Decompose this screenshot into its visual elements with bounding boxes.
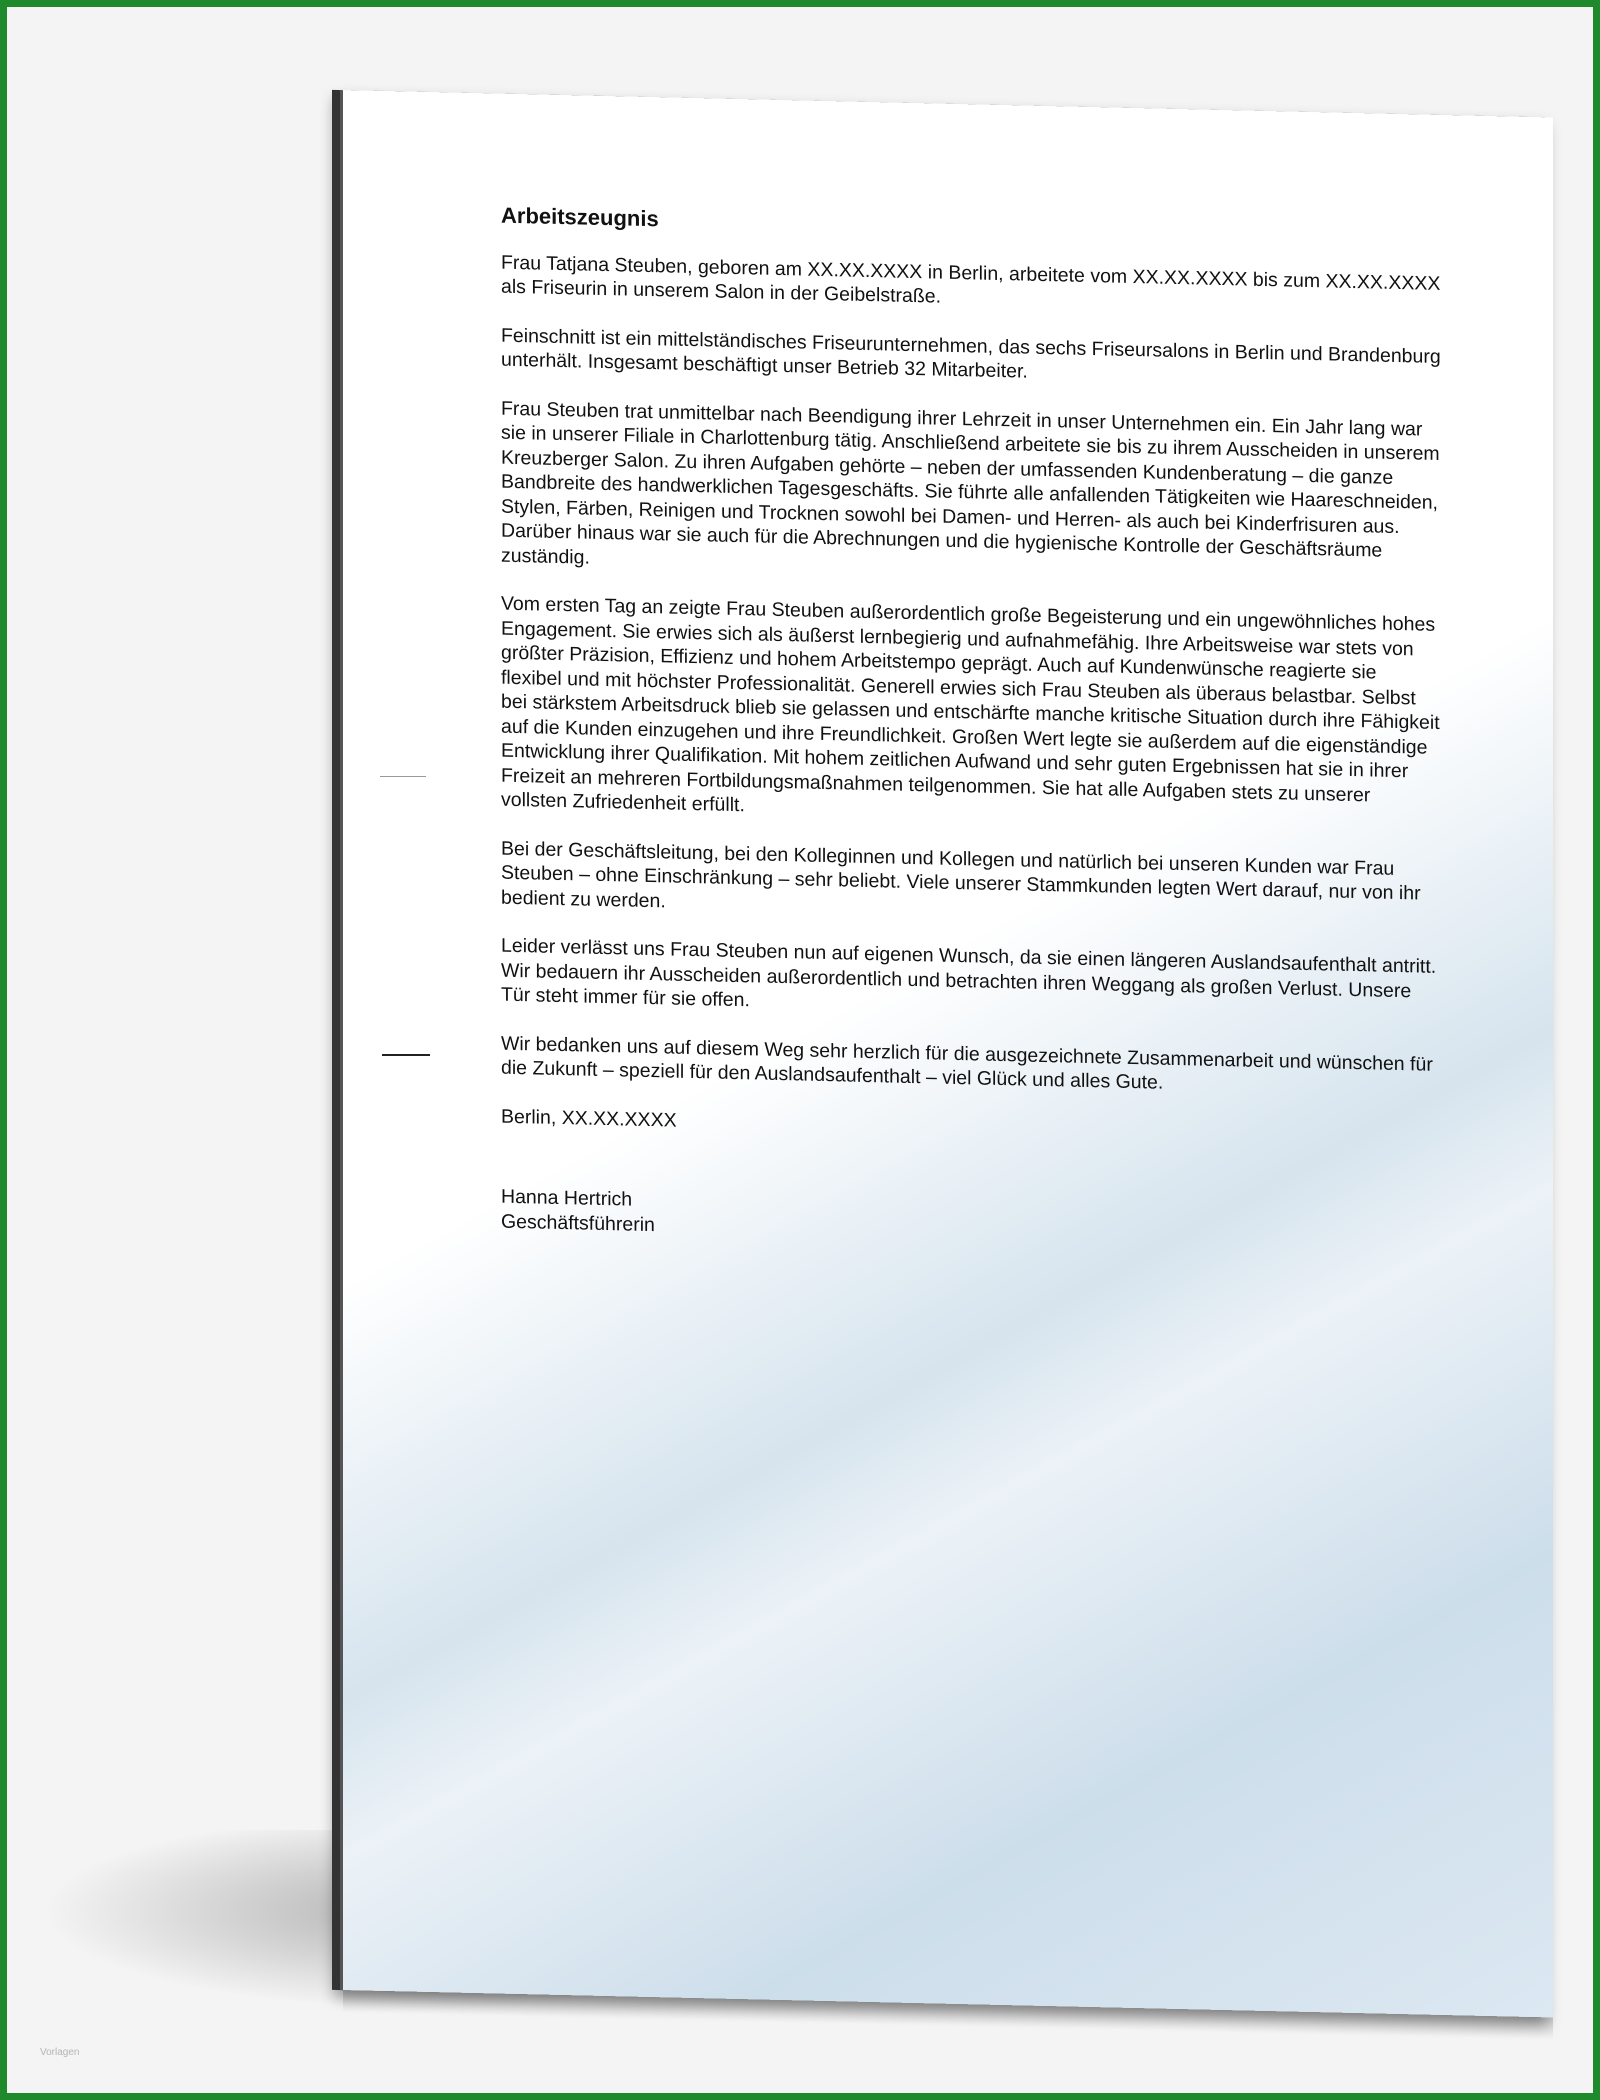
paragraph-conduct: Bei der Geschäftsleitung, bei den Kolleginnen und Kollegen und natürlich bei unseren Kunden war Frau Steuben – ohne Einschränkung – sehr beliebt. Viele unserer Stammkunden legten Wert darauf, nur von ihr bedient zu werden. [501, 837, 1421, 912]
document-body [501, 204, 1441, 1255]
punch-mark [382, 1054, 430, 1056]
signer-name: Hanna Hertrich [501, 1185, 633, 1211]
paragraph-performance: Vom ersten Tag an zeigte Frau Steuben außerordentlich große Begeisterung und ein ungewöhnliches hohes Engagement. Sie erwies sich als äußerst lernbegierig und aufnahmefähig. Ihre Arbeitsweise war stets von größter Präzision, Effizienz und hohem Arbeitstempo geprägt. Auch auf Kundenwünsche reagierte sie flexibel und mit höchster Professionalität. Generell erwies sich Frau Steuben als überaus belastbar. Selbst bei stärkstem Arbeitsdruck blieb sie gelassen und entschärfte manche kritische Situation durch ihre Fähigkeit auf die Kunden einzugehen und ihre Freundlichkeit. Großen Wert legte sie außerdem auf die eigenständige Entwicklung ihrer Qualifikation. Mit hohem zeitlichen Aufwand und sehr guten Ergebnissen hat sie in ihrer Freizeit an mehreren Fortbildungsmaßnahmen teilgenommen. Sie hat alle Aufgaben stets zu unserer vollsten Zufriedenheit erfüllt. [501, 592, 1440, 817]
document-page [340, 90, 1553, 2018]
watermark-text: Vorlagen [40, 2047, 80, 2058]
signer-role: Geschäftsführerin [501, 1210, 655, 1236]
fold-mark [380, 776, 426, 777]
place-and-date: Berlin, XX.XX.XXXX [501, 1105, 677, 1132]
paragraph-closing: Wir bedanken uns auf diesem Weg sehr herzlich für die ausgezeichnete Zusammenarbeit und wünschen für die Zukunft – speziell für den Auslandsaufenthalt – viel Glück und alles Gute. [501, 1032, 1433, 1094]
paragraph-employment: Frau Tatjana Steuben, geboren am XX.XX.XXXX in Berlin, arbeitete vom XX.XX.XXXX bis zum XX.XX.XXXX als Friseurin in unserem Salon in der Geibelstraße. [501, 251, 1441, 308]
paragraph-duties: Frau Steuben trat unmittelbar nach Beendigung ihrer Lehrzeit in unser Unternehmen ein. Ein Jahr lang war sie in unserer Filiale in Charlottenburg tätig. Anschließend arbeitete sie bis zu ihrem Ausscheiden in unserem Kreuzberger Salon. Zu ihren Aufgaben gehörte – neben der umfassenden Kundenberatung – die ganze Bandbreite des handwerklichen Tagesgeschäfts. Sie führte alle anfallenden Tätigkeiten wie Haareschneiden, Stylen, Färben, Reinigen und Trocknen sowohl bei Damen- und Herren- als auch bei Kinderfrisuren aus. Darüber hinaus war sie auch für die Abrechnungen und die hygienische Kontrolle der Geschäftsräume zuständig. [501, 397, 1440, 569]
paragraph-company: Feinschnitt ist ein mittelständisches Friseurunternehmen, das sechs Friseursalons in Berlin und Brandenburg unterhält. Insgesamt beschäftigt unser Betrieb 32 Mitarbeiter. [501, 324, 1441, 383]
document-title: Arbeitszeugnis [501, 202, 659, 232]
paragraph-departure: Leider verlässt uns Frau Steuben nun auf eigenen Wunsch, da sie einen längeren Auslandsaufenthalt antritt. Wir bedauern ihr Ausscheiden außerordentlich und betrachten ihren Weggang als großen Verlust. Unsere Tür steht immer für sie offen. [501, 934, 1437, 1012]
